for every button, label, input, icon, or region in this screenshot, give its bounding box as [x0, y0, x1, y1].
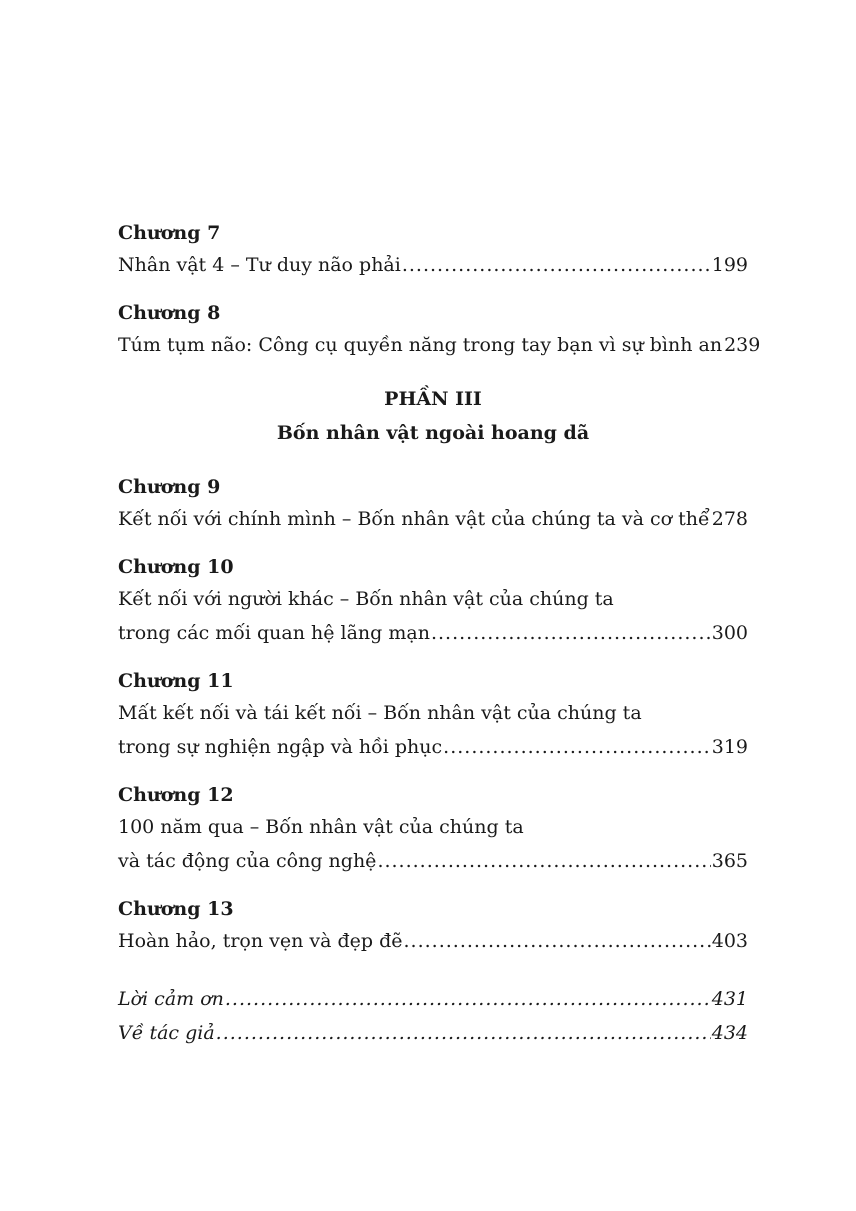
page-number: 431: [711, 988, 748, 1010]
dot-leader: [431, 616, 711, 650]
chapter-title-line: Kết nối với người khác – Bốn nhân vật của chúng ta: [118, 588, 614, 610]
toc-chapter: [118, 780, 748, 878]
back-matter-title: Lời cảm ơn: [118, 988, 224, 1010]
part-subtitle: Bốn nhân vật ngoài hoang dã: [276, 422, 590, 444]
page-number: 434: [711, 1022, 748, 1044]
dot-leader: [402, 248, 711, 282]
toc-entry-link[interactable]: [118, 616, 748, 650]
toc-entry-link[interactable]: [118, 502, 748, 536]
toc-chapter: [118, 298, 761, 362]
chapter-label: Chương 12: [118, 784, 234, 806]
chapter-label: Chương 7: [118, 222, 221, 244]
page-number: 365: [711, 850, 748, 872]
chapter-title-line: và tác động của công nghệ: [118, 850, 377, 872]
toc-entry-link[interactable]: [118, 924, 748, 958]
dot-leader: [404, 924, 711, 958]
chapter-title-line: Hoàn hảo, trọn vẹn và đẹp đẽ: [118, 930, 403, 952]
chapter-title-line: Kết nối với chính mình – Bốn nhân vật của chúng ta và cơ thể: [118, 508, 710, 530]
toc-chapter: [118, 666, 748, 764]
toc-entry-link[interactable]: [118, 248, 748, 282]
back-matter: [118, 982, 748, 1050]
chapter-title-line: trong các mối quan hệ lãng mạn: [118, 622, 430, 644]
table-of-contents: [118, 218, 761, 1050]
chapter-label: Chương 11: [118, 670, 234, 692]
toc-chapter: [118, 218, 748, 282]
chapter-group: [118, 218, 761, 362]
page-number: 403: [711, 930, 748, 952]
toc-entry-link[interactable]: [118, 982, 748, 1016]
chapter-label: Chương 10: [118, 556, 234, 578]
chapter-label: Chương 13: [118, 898, 234, 920]
part-heading: [118, 382, 748, 450]
toc-entry-link[interactable]: [118, 1016, 748, 1050]
toc-entry-link[interactable]: [118, 844, 748, 878]
page-number: 319: [711, 736, 748, 758]
chapter-title-line: Mất kết nối và tái kết nối – Bốn nhân vật của chúng ta: [118, 702, 642, 724]
chapter-title-line: Túm tụm não: Công cụ quyền năng trong tay bạn vì sự bình an: [118, 334, 723, 356]
toc-entry-link[interactable]: [118, 328, 761, 362]
page-number: 239: [724, 334, 761, 356]
toc-entry-link[interactable]: [118, 730, 748, 764]
toc-chapter: [118, 552, 748, 650]
chapter-group: [118, 472, 748, 958]
chapter-label: Chương 9: [118, 476, 221, 498]
part-label: PHẦN III: [384, 388, 482, 410]
dot-leader: [443, 730, 711, 764]
dot-leader: [377, 844, 710, 878]
toc-chapter: [118, 894, 748, 958]
page-number: 278: [711, 508, 748, 530]
dot-leader: [225, 982, 711, 1016]
page-number: 300: [711, 622, 748, 644]
chapter-title-line: Nhân vật 4 – Tư duy não phải: [118, 254, 401, 276]
toc-chapter: [118, 472, 748, 536]
chapter-label: Chương 8: [118, 302, 221, 324]
back-matter-title: Về tác giả: [118, 1022, 215, 1044]
page-number: 199: [711, 254, 748, 276]
chapter-title-line: trong sự nghiện ngập và hồi phục: [118, 736, 443, 758]
dot-leader: [216, 1016, 711, 1050]
chapter-title-line: 100 năm qua – Bốn nhân vật của chúng ta: [118, 816, 524, 838]
